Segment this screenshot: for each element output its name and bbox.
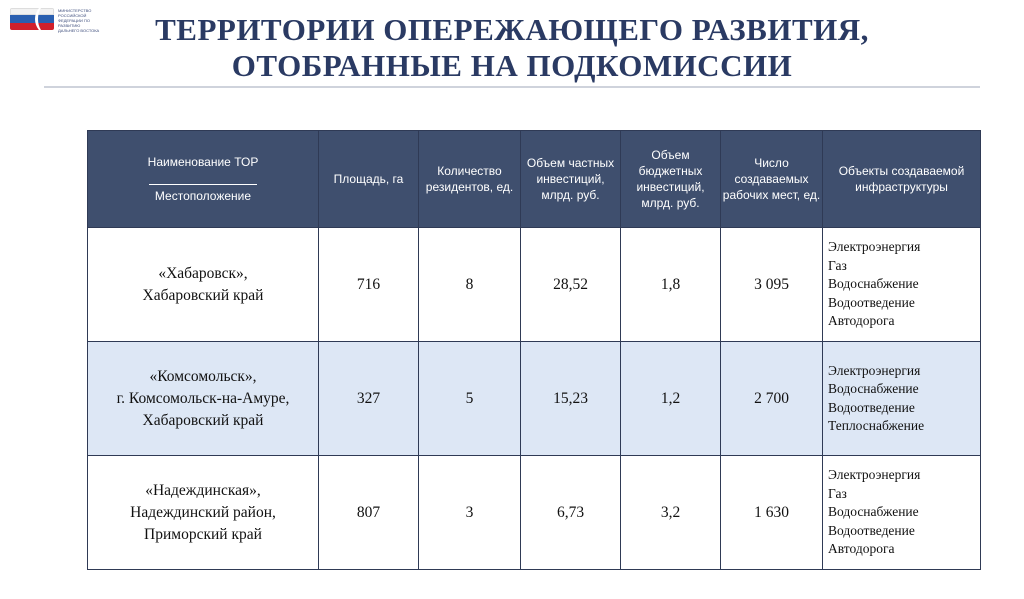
jobs-cell: 2 700 [721, 342, 823, 456]
infra-item: Водоснабжение [828, 504, 919, 520]
table-row [88, 228, 981, 342]
tor-location: г. Комсомольск-на-Амуре, [116, 389, 290, 407]
jobs-cell: 3 095 [721, 228, 823, 342]
infrastructure-cell [823, 342, 981, 456]
header-location: Местоположение [154, 189, 252, 203]
infra-item: Автодорога [828, 541, 895, 557]
infra-item: Газ [828, 257, 847, 273]
infrastructure-cell [823, 228, 981, 342]
header-residents: Количество резидентов, ед. [419, 131, 521, 228]
tor-name: «Надеждинская», [145, 481, 261, 499]
page-title [0, 12, 1024, 84]
infra-item: Водоотведение [828, 294, 915, 310]
tor-region: Хабаровский край [142, 411, 264, 429]
infrastructure-cell [823, 456, 981, 570]
tor-name-cell [88, 456, 319, 570]
infra-item: Электроэнергия [828, 362, 921, 378]
table-row [88, 342, 981, 456]
title-line-2: ОТОБРАННЫЕ НА ПОДКОМИССИИ [231, 48, 793, 83]
infra-item: Газ [828, 485, 847, 501]
infra-item: Водоснабжение [828, 276, 919, 292]
tor-location: Надеждинский район, [130, 503, 276, 521]
residents-cell: 5 [419, 342, 521, 456]
tor-name-cell [88, 342, 319, 456]
area-cell: 807 [319, 456, 419, 570]
header-jobs: Число создаваемых рабочих мест, ед. [721, 131, 823, 228]
tor-table [87, 130, 981, 570]
table-row [88, 456, 981, 570]
infra-item: Водоотведение [828, 399, 915, 415]
private-investment-cell: 15,23 [521, 342, 621, 456]
infra-item: Водоснабжение [828, 381, 919, 396]
infra-item: Автодорога [828, 313, 895, 329]
header-name-location [88, 131, 319, 228]
budget-investment-cell: 3,2 [621, 456, 721, 570]
area-cell: 327 [319, 342, 419, 456]
logo-text: МИНИСТЕРСТВО РОССИЙСКОЙ ФЕДЕРАЦИИ ПО РАЗВИТИЮ ДАЛЬНЕГО ВОСТОКА [58, 8, 100, 33]
infra-item: Электроэнергия [828, 467, 921, 483]
residents-cell: 8 [419, 228, 521, 342]
infra-item: Теплоснабжение [828, 418, 925, 433]
tor-name-cell [88, 228, 319, 342]
infra-item: Водоотведение [828, 522, 915, 538]
budget-investment-cell: 1,8 [621, 228, 721, 342]
tor-name: «Комсомольск», [149, 367, 257, 385]
tor-location: Хабаровский край [142, 286, 264, 304]
residents-cell: 3 [419, 456, 521, 570]
header-name: Наименование ТОР [147, 155, 259, 169]
header-budget-investment: Объем бюджетных инвестиций, млрд. руб. [621, 131, 721, 228]
header-separator [149, 184, 257, 185]
tor-name: «Хабаровск», [158, 264, 248, 282]
area-cell: 716 [319, 228, 419, 342]
budget-investment-cell: 1,2 [621, 342, 721, 456]
header-area: Площадь, га [319, 131, 419, 228]
title-line-1: ТЕРРИТОРИИ ОПЕРЕЖАЮЩЕГО РАЗВИТИЯ, [155, 12, 869, 47]
infra-item: Электроэнергия [828, 239, 921, 255]
header-private-investment: Объем частных инвестиций, млрд. руб. [521, 131, 621, 228]
jobs-cell: 1 630 [721, 456, 823, 570]
tor-region: Приморский край [144, 525, 262, 543]
table-header-row [88, 131, 981, 228]
title-divider [44, 86, 980, 88]
private-investment-cell: 6,73 [521, 456, 621, 570]
private-investment-cell: 28,52 [521, 228, 621, 342]
header-infrastructure: Объекты создаваемой инфраструктуры [823, 131, 981, 228]
